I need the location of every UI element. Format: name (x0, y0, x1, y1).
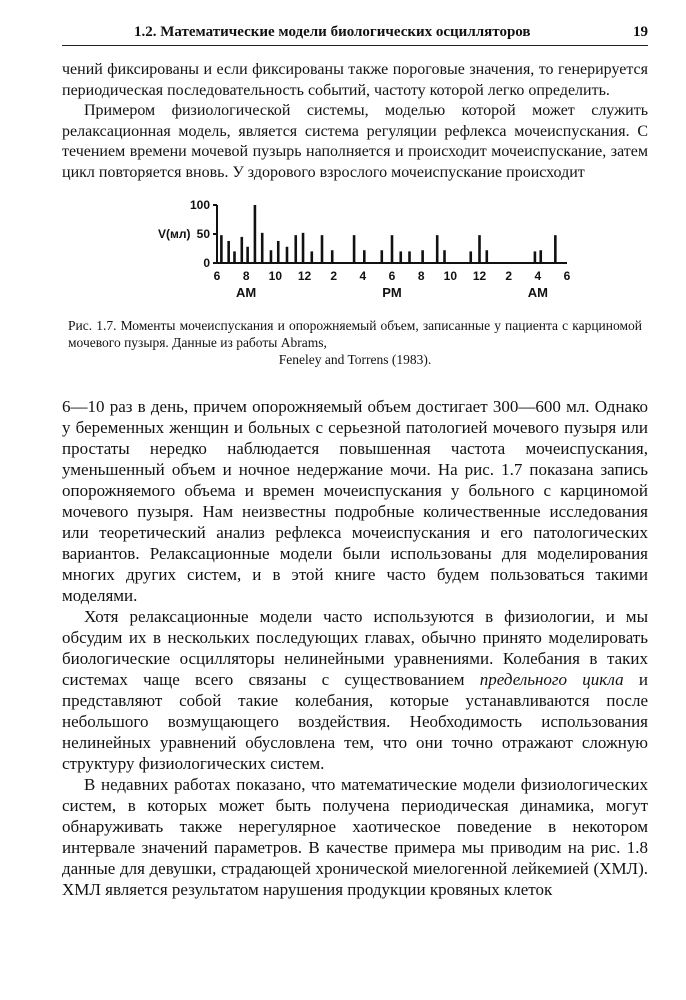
y-tick-label: 0 (203, 256, 210, 270)
figure-caption (62, 317, 648, 368)
paragraph-chaos: В недавних работах показано, что математические модели физиологических систем, в которых может быть получена периодическая динамика, могут обнаруживать также нерегулярное хаотическое поведение в некотором интервале значений параметров. В качестве примера мы приводим на рис. 1.8 данные для девушки, страдающей хронической миелогенной лейкемией (ХМЛ). ХМЛ является результатом нарушения продукции кровяных клеток (62, 775, 648, 899)
figure-caption-line2: Feneley and Torrens (1983). (278, 352, 432, 367)
x-tick-label: 12 (297, 269, 312, 283)
x-tick-label: 12 (472, 269, 487, 283)
running-header-title: 1.2. Математические модели биологических осцилляторов (134, 24, 531, 40)
limit-cycle-term: предельного цикла (479, 670, 624, 689)
x-tick-label: 6 (213, 269, 221, 283)
paragraph-continuation: чений фиксированы и если фиксированы также пороговые значения, то генерируется периодическая последовательность событий, частоту которой легко определить. (62, 61, 648, 99)
period-label: PM (382, 285, 402, 300)
figure-1-7 (62, 197, 648, 317)
micturition-chart (62, 197, 648, 317)
figure-caption-line1: Рис. 1.7. Моменты мочеиспускания и опорожняемый объем, записанные у пациента с карциномой мочевого пузыря. Данные из работы Abrams, (68, 318, 642, 350)
paragraph-nonlinear-text-b: и представляют собой такие колебания, которые устанавливаются после небольшого возмущающего воздействия. Необходимость использования нелинейных уравнений обусловлена тем, что они точно отражают сложную структуру физиологических систем. (62, 670, 648, 773)
x-tick-label: 8 (242, 269, 250, 283)
x-tick-label: 4 (359, 269, 367, 283)
page-number: 19 (633, 24, 648, 40)
text-block-bottom (62, 396, 648, 900)
paragraph-nonlinear-text-a: Хотя релаксационные модели часто используются в физиологии, и мы обсудим их в нескольких последующих главах, обычно принято моделировать биологические осцилляторы нелинейными уравнениями. Колебания в таких системах чаще всего связаны с существованием (62, 607, 648, 689)
book-page (62, 18, 648, 900)
x-tick-label: 2 (330, 269, 338, 283)
y-tick-label: 50 (196, 227, 210, 241)
x-tick-label: 10 (443, 269, 458, 283)
paragraph-frequency: 6—10 раз в день, причем опорожняемый объем достигает 300—600 мл. Однако у беременных женщин и больных с серьезной патологией мочевого пузыря или простаты нередко наблюдается повышенная частота мочеиспускания, уменьшенный объем и ночное недержание мочи. На рис. 1.7 показана запись опорожняемого объема и времен мочеиспускания у больного с карциномой мочевого пузыря. Нам неизвестны подробные количественные исследования или теоретический анализ рефлекса мочеиспускания и его патологических вариантов. Релаксационные модели были использованы для моделирования многих других систем, и в этой книге часто будем пользоваться такими моделями. (62, 397, 648, 605)
period-label: AM (527, 285, 548, 300)
text-block-top (62, 60, 648, 183)
x-tick-label: 8 (417, 269, 425, 283)
y-axis-label: V(мл) (158, 227, 191, 241)
x-tick-label: 6 (563, 269, 571, 283)
x-tick-label: 10 (268, 269, 283, 283)
running-header (62, 18, 648, 46)
x-tick-label: 4 (534, 269, 542, 283)
period-label: AM (236, 285, 257, 300)
paragraph-relaxation-example: Примером физиологической системы, моделью которой может служить релаксационная модель, является система регуляции рефлекса мочеиспускания. С течением времени мочевой пузырь наполняется и происходит мочеиспускание, затем цикл повторяется вновь. У здорового взрослого мочеиспускание происходит (62, 102, 648, 181)
x-tick-label: 2 (505, 269, 513, 283)
paragraph-nonlinear-models (62, 606, 648, 774)
y-tick-label: 100 (189, 198, 210, 212)
x-tick-label: 6 (388, 269, 396, 283)
